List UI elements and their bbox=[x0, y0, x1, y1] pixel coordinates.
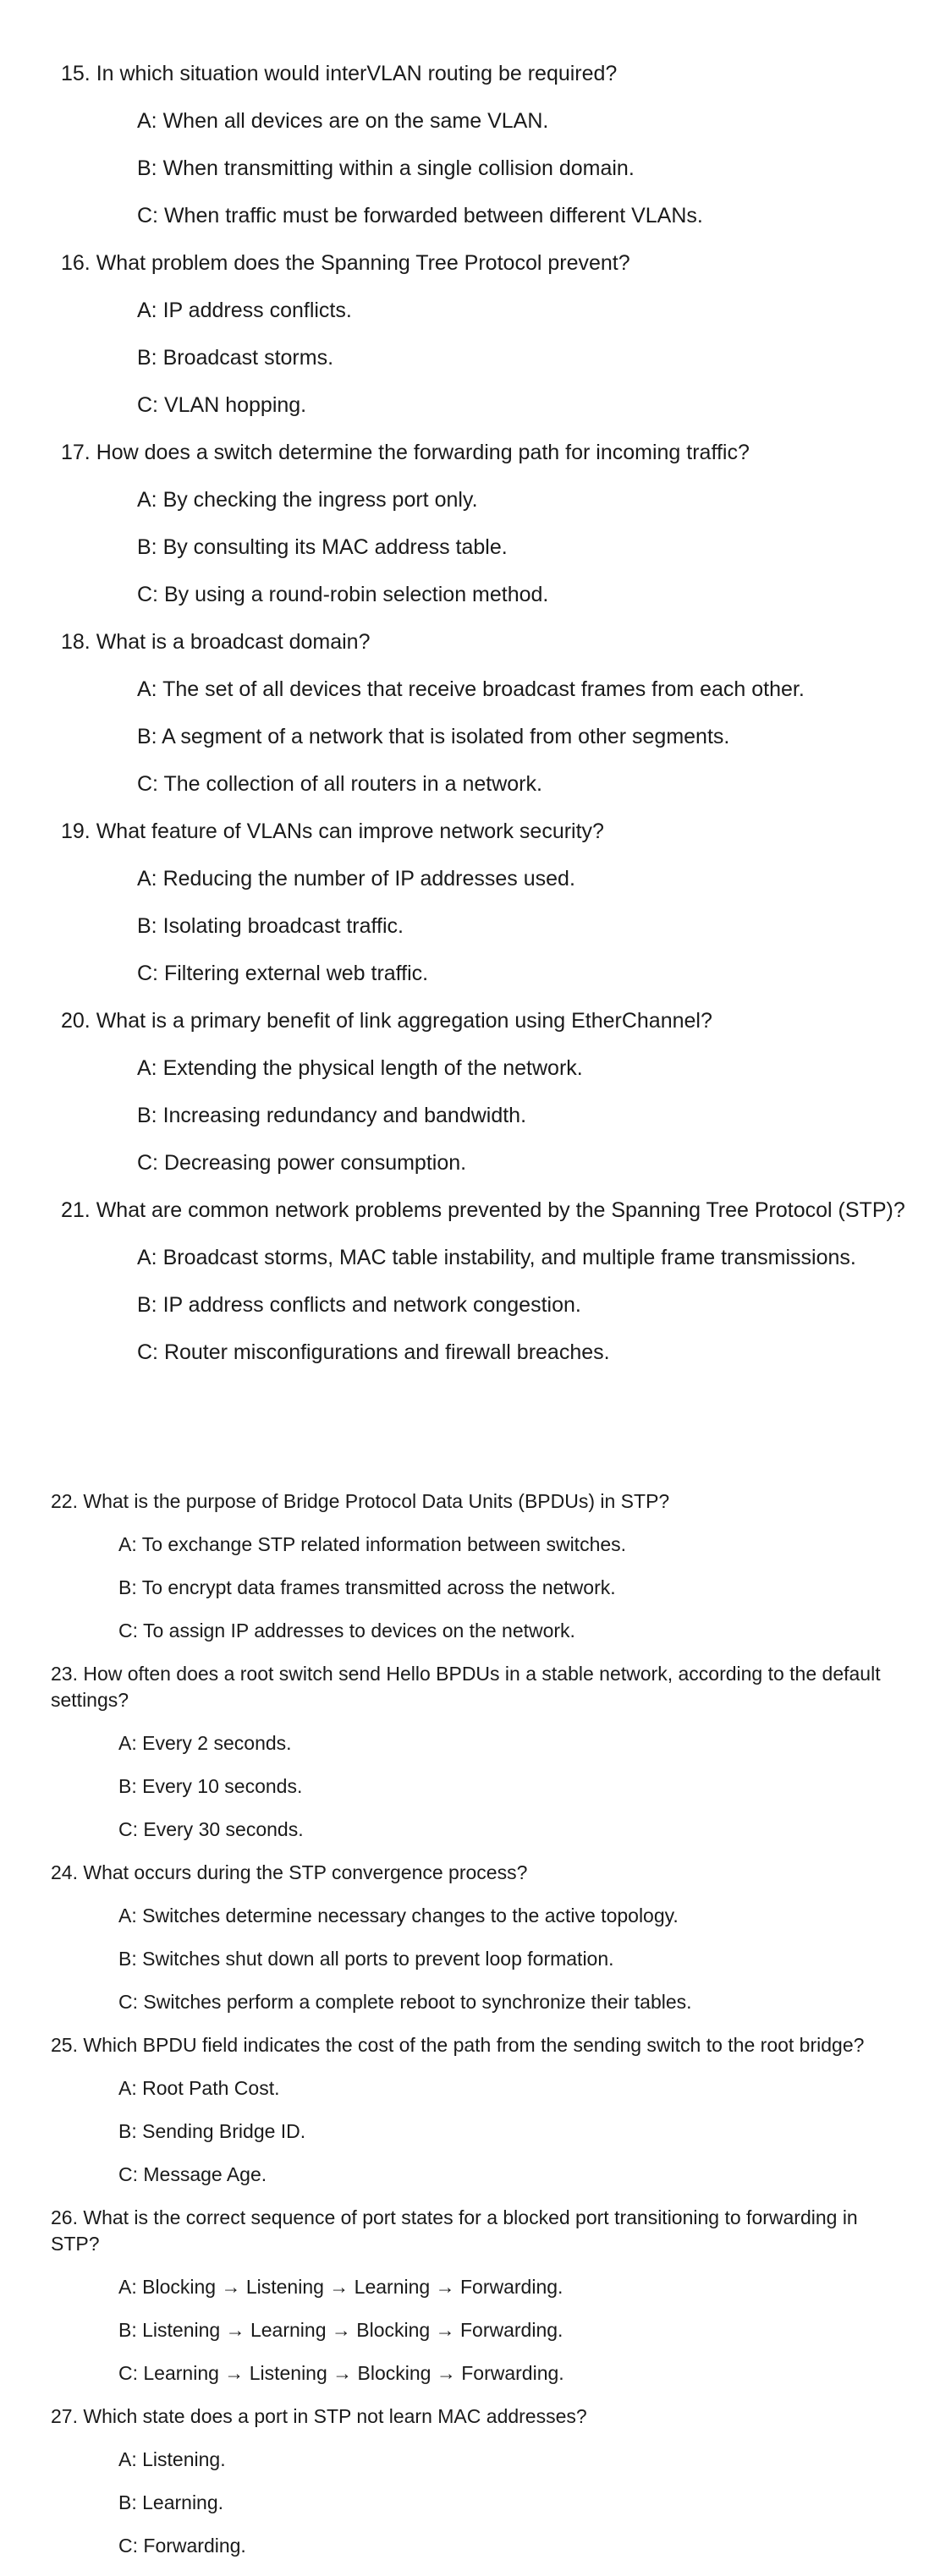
question-22 bbox=[0, 1488, 951, 1644]
option-a: A: Root Path Cost. bbox=[118, 2077, 280, 2099]
option-b: B: Broadcast storms. bbox=[137, 346, 334, 370]
question-text: 24. What occurs during the STP convergence process? bbox=[51, 1861, 528, 1883]
question-text: 22. What is the purpose of Bridge Protocol Data Units (BPDUs) in STP? bbox=[51, 1490, 670, 1512]
question-text: 23. How often does a root switch send Hello BPDUs in a stable network, according to the default settings? bbox=[51, 1663, 881, 1711]
quiz-section-1 bbox=[0, 59, 951, 1385]
option-c: C: Learning → Listening → Blocking → Forwarding. bbox=[118, 2362, 564, 2384]
question-18 bbox=[0, 628, 951, 798]
question-text: 16. What problem does the Spanning Tree Protocol prevent? bbox=[61, 251, 630, 275]
option-c: C: Forwarding. bbox=[118, 2535, 246, 2557]
option-b: B: Listening → Learning → Blocking → Forwarding. bbox=[118, 2319, 563, 2341]
option-c: C: Router misconfigurations and firewall breaches. bbox=[137, 1340, 610, 1364]
question-text: 21. What are common network problems prevented by the Spanning Tree Protocol (STP)? bbox=[61, 1198, 905, 1222]
option-b: B: To encrypt data frames transmitted across the network. bbox=[118, 1576, 616, 1598]
quiz-section-2 bbox=[0, 1488, 951, 2576]
option-a: A: To exchange STP related information between switches. bbox=[118, 1533, 627, 1555]
option-c: C: By using a round-robin selection method. bbox=[137, 583, 549, 606]
question-text: 20. What is a primary benefit of link aggregation using EtherChannel? bbox=[61, 1009, 712, 1033]
option-a: A: Every 2 seconds. bbox=[118, 1732, 292, 1754]
option-c: C: Filtering external web traffic. bbox=[137, 962, 429, 985]
option-b: B: Switches shut down all ports to prevent loop formation. bbox=[118, 1948, 614, 1970]
option-a: A: Listening. bbox=[118, 2448, 226, 2470]
question-15 bbox=[0, 59, 951, 230]
option-a: A: Extending the physical length of the network. bbox=[137, 1056, 583, 1080]
option-a: A: IP address conflicts. bbox=[137, 299, 352, 322]
option-a: A: Reducing the number of IP addresses used. bbox=[137, 867, 575, 891]
option-b: B: IP address conflicts and network congestion. bbox=[137, 1293, 581, 1317]
option-c: C: To assign IP addresses to devices on the network. bbox=[118, 1620, 575, 1642]
option-a: A: By checking the ingress port only. bbox=[137, 488, 478, 512]
question-text: 15. In which situation would interVLAN routing be required? bbox=[61, 62, 618, 85]
question-23 bbox=[0, 1661, 951, 1843]
question-21 bbox=[0, 1196, 951, 1367]
question-17 bbox=[0, 438, 951, 609]
question-20 bbox=[0, 1006, 951, 1177]
option-c: C: Every 30 seconds. bbox=[118, 1818, 304, 1840]
question-text: 17. How does a switch determine the forwarding path for incoming traffic? bbox=[61, 441, 750, 464]
option-a: A: Blocking → Listening → Learning → Forwarding. bbox=[118, 2276, 563, 2298]
option-a: A: Switches determine necessary changes to the active topology. bbox=[118, 1905, 679, 1927]
question-19 bbox=[0, 817, 951, 988]
option-b: B: Increasing redundancy and bandwidth. bbox=[137, 1104, 527, 1127]
option-b: B: When transmitting within a single collision domain. bbox=[137, 156, 635, 180]
option-b: B: Every 10 seconds. bbox=[118, 1775, 303, 1797]
question-16 bbox=[0, 249, 951, 419]
option-b: B: A segment of a network that is isolated from other segments. bbox=[137, 725, 730, 748]
option-c: C: The collection of all routers in a network. bbox=[137, 772, 542, 796]
question-25 bbox=[0, 2032, 951, 2188]
option-c: C: Switches perform a complete reboot to synchronize their tables. bbox=[118, 1991, 692, 2013]
question-text: 27. Which state does a port in STP not learn MAC addresses? bbox=[51, 2405, 587, 2427]
option-b: B: Sending Bridge ID. bbox=[118, 2120, 306, 2142]
question-text: 18. What is a broadcast domain? bbox=[61, 630, 371, 654]
option-b: B: Isolating broadcast traffic. bbox=[137, 914, 404, 938]
option-a: A: Broadcast storms, MAC table instability, and multiple frame transmissions. bbox=[137, 1246, 856, 1269]
option-a: A: The set of all devices that receive broadcast frames from each other. bbox=[137, 677, 805, 701]
question-27 bbox=[0, 2403, 951, 2559]
question-text: 25. Which BPDU field indicates the cost of the path from the sending switch to the root bridge? bbox=[51, 2034, 865, 2056]
option-c: C: VLAN hopping. bbox=[137, 393, 307, 417]
question-text: 19. What feature of VLANs can improve network security? bbox=[61, 819, 604, 843]
question-24 bbox=[0, 1860, 951, 2015]
option-c: C: Decreasing power consumption. bbox=[137, 1151, 467, 1175]
option-c: C: When traffic must be forwarded between different VLANs. bbox=[137, 204, 703, 227]
option-c: C: Message Age. bbox=[118, 2163, 267, 2185]
question-text: 26. What is the correct sequence of port states for a blocked port transitioning to forwarding in STP? bbox=[51, 2206, 858, 2255]
question-26 bbox=[0, 2205, 951, 2387]
option-a: A: When all devices are on the same VLAN. bbox=[137, 109, 549, 133]
option-b: B: By consulting its MAC address table. bbox=[137, 535, 508, 559]
option-b: B: Learning. bbox=[118, 2491, 224, 2513]
